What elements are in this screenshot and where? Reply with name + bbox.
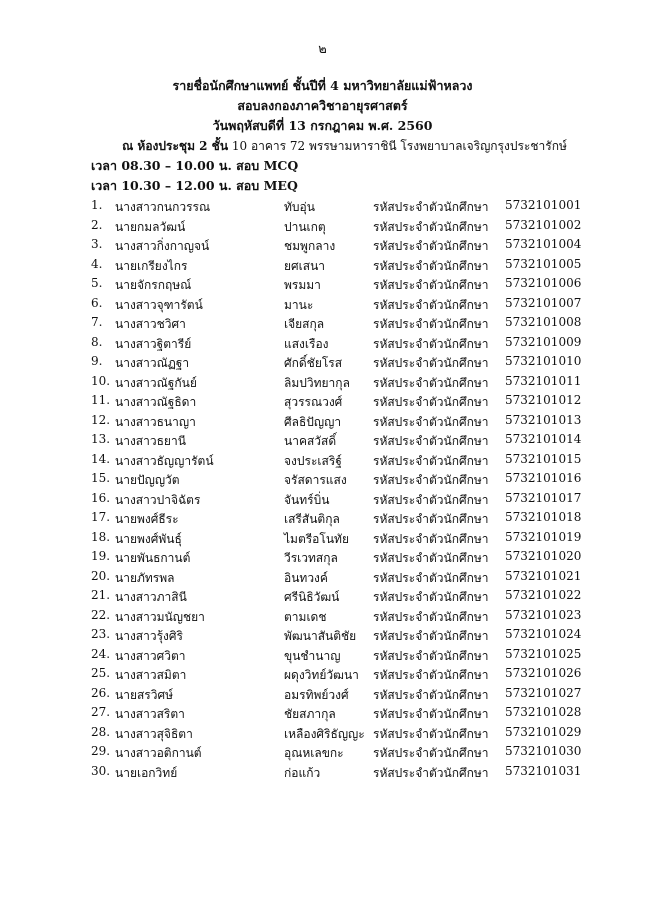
- student-first-name: นางสาวสุจิธิตา: [115, 726, 193, 741]
- student-row: [91, 235, 611, 255]
- student-id: 5732101030: [505, 744, 582, 758]
- student-id: 5732101017: [505, 490, 582, 505]
- student-number: 5.: [91, 276, 103, 290]
- student-first-name: นายสรวิศษ์: [115, 687, 174, 702]
- header-venue: [0, 136, 645, 156]
- student-first-name: นายพงศ์พันธุ์: [115, 531, 182, 546]
- exam-sessions: [91, 156, 298, 196]
- student-id: 5732101013: [505, 412, 582, 427]
- student-id: 5732101029: [505, 724, 582, 739]
- student-last-name: พัฒนาสันติชัย: [284, 629, 357, 643]
- student-number: 13.: [91, 432, 111, 446]
- student-number: 4.: [91, 256, 103, 271]
- student-id: 5732101011: [505, 373, 582, 388]
- student-row: [91, 703, 611, 723]
- header-date: วันพฤหัสบดีที่ 13 กรกฎาคม พ.ศ. 2560: [212, 118, 433, 133]
- student-first-name: นางสาวฐิตารีย์: [115, 336, 192, 351]
- student-row: [91, 567, 611, 587]
- student-id: 5732101023: [505, 607, 582, 622]
- student-row: [91, 294, 611, 314]
- student-id-label: รหัสประจำตัวนักศึกษา: [373, 746, 489, 760]
- student-first-name: นางสาวอติกานต์: [115, 746, 202, 760]
- student-number: 2.: [91, 217, 103, 232]
- student-first-name: นางสาวณัฐธิดา: [115, 395, 197, 409]
- student-number: 12.: [91, 412, 111, 427]
- student-number: 19.: [91, 549, 111, 563]
- student-row: [91, 586, 611, 606]
- student-last-name: มานะ: [284, 297, 314, 312]
- student-number: 25.: [91, 666, 111, 680]
- student-last-name: ขุนชำนาญ: [284, 648, 341, 663]
- student-row: [91, 450, 611, 470]
- student-id-label: รหัสประจำตัวนักศึกษา: [373, 629, 489, 643]
- student-first-name: นายเอกวิทย์: [115, 765, 178, 780]
- student-first-name: นายกมลวัฒน์: [115, 219, 186, 234]
- student-last-name: เหลืองศิริธัญญะ: [284, 726, 365, 741]
- student-first-name: นายเกรียงไกร: [115, 258, 188, 273]
- student-id: 5732101010: [505, 354, 582, 368]
- student-id-label: รหัสประจำตัวนักศึกษา: [373, 414, 489, 429]
- student-id-label: รหัสประจำตัวนักศึกษา: [373, 453, 489, 468]
- page-number: ๒: [318, 42, 327, 57]
- student-row: [91, 742, 611, 762]
- student-first-name: นางสาวณัฏฐา: [115, 356, 190, 370]
- student-id-label: รหัสประจำตัวนักศึกษา: [373, 765, 489, 780]
- student-last-name: ทับอุ่น: [284, 200, 315, 214]
- student-number: 3.: [91, 237, 103, 251]
- student-first-name: นางสาวกนกวรรณ: [115, 200, 211, 214]
- student-id-label: รหัสประจำตัวนักศึกษา: [373, 648, 489, 663]
- student-number: 22.: [91, 607, 111, 622]
- student-row: [91, 255, 611, 275]
- student-id: 5732101004: [505, 237, 582, 251]
- student-number: 29.: [91, 744, 111, 758]
- student-id-label: รหัสประจำตัวนักศึกษา: [373, 395, 489, 409]
- student-last-name: จันทร์บิ่น: [284, 492, 330, 507]
- student-row: [91, 274, 611, 294]
- student-row: [91, 625, 611, 645]
- student-first-name: นางสาวกิ่งกาญจน์: [115, 239, 210, 253]
- student-id-label: รหัสประจำตัวนักศึกษา: [373, 200, 489, 214]
- student-last-name: วีรเวทสกุล: [284, 551, 338, 565]
- student-id: 5732101001: [505, 198, 582, 212]
- student-number: 18.: [91, 529, 111, 544]
- student-row: [91, 372, 611, 392]
- student-number: 24.: [91, 646, 111, 661]
- student-id: 5732101015: [505, 451, 582, 466]
- student-first-name: นางสาวณัฐกันย์: [115, 375, 197, 390]
- document-header: [0, 76, 645, 156]
- student-number: 27.: [91, 705, 111, 719]
- student-id-label: รหัสประจำตัวนักศึกษา: [373, 434, 489, 448]
- student-number: 10.: [91, 373, 111, 388]
- student-row: [91, 333, 611, 353]
- student-id: 5732101014: [505, 432, 582, 446]
- student-id: 5732101007: [505, 295, 582, 310]
- student-number: 17.: [91, 510, 111, 524]
- student-id: 5732101018: [505, 510, 582, 524]
- student-id-label: รหัสประจำตัวนักศึกษา: [373, 473, 489, 487]
- student-last-name: ศรีนิธิวัฒน์: [284, 590, 340, 604]
- student-last-name: เจียสกุล: [284, 317, 325, 331]
- student-id-label: รหัสประจำตัวนักศึกษา: [373, 668, 489, 682]
- student-last-name: ศักดิ์ชัยโรส: [284, 356, 343, 370]
- student-number: 11.: [91, 393, 111, 407]
- student-last-name: ชมพูกลาง: [284, 239, 336, 253]
- student-id-label: รหัสประจำตัวนักศึกษา: [373, 707, 489, 721]
- student-first-name: นางสาวธัญญารัตน์: [115, 453, 214, 468]
- student-id: 5732101019: [505, 529, 582, 544]
- student-first-name: นายปัญญวัต: [115, 473, 180, 487]
- student-id-label: รหัสประจำตัวนักศึกษา: [373, 297, 489, 312]
- student-first-name: นางสาวรุ้งศิริ: [115, 629, 183, 643]
- student-number: 20.: [91, 568, 111, 583]
- student-row: [91, 762, 611, 782]
- student-id-label: รหัสประจำตัวนักศึกษา: [373, 258, 489, 273]
- student-last-name: ลิมปวิทยากุล: [284, 375, 350, 390]
- venue-prefix: ณ ห้องประชุม 2 ชั้น: [122, 139, 229, 153]
- student-id-label: รหัสประจำตัวนักศึกษา: [373, 219, 489, 234]
- student-number: 6.: [91, 295, 103, 310]
- student-id-label: รหัสประจำตัวนักศึกษา: [373, 278, 489, 292]
- student-id: 5732101024: [505, 627, 582, 641]
- student-id-label: รหัสประจำตัวนักศึกษา: [373, 570, 489, 585]
- student-id-label: รหัสประจำตัวนักศึกษา: [373, 609, 489, 624]
- student-last-name: ไมตรีอโนทัย: [284, 531, 349, 546]
- student-row: [91, 313, 611, 333]
- student-number: 21.: [91, 588, 111, 602]
- student-last-name: นาคสวัสดิ์: [284, 434, 337, 448]
- student-last-name: ตามเดช: [284, 609, 327, 624]
- student-id: 5732101025: [505, 646, 582, 661]
- student-id: 5732101031: [505, 763, 582, 778]
- student-first-name: นางสาวจุฑารัตน์: [115, 297, 203, 312]
- student-id-label: รหัสประจำตัวนักศึกษา: [373, 317, 489, 331]
- student-last-name: สุวรรณวงศ์: [284, 395, 343, 409]
- student-id: 5732101020: [505, 549, 582, 563]
- student-number: 1.: [91, 198, 103, 212]
- student-last-name: ยศเสนา: [284, 258, 326, 273]
- student-first-name: นางสาวมนัญชยา: [115, 609, 205, 624]
- header-title: รายชื่อนักศึกษาแพทย์ ชั้นปีที่ 4 มหาวิทยาลัยแม่ฟ้าหลวง: [172, 78, 473, 93]
- student-id-label: รหัสประจำตัวนักศึกษา: [373, 239, 489, 253]
- student-number: 30.: [91, 763, 111, 778]
- student-id-label: รหัสประจำตัวนักศึกษา: [373, 375, 489, 390]
- student-id-label: รหัสประจำตัวนักศึกษา: [373, 590, 489, 604]
- student-last-name: ศีลธิปัญญา: [284, 414, 342, 429]
- student-roster: [91, 196, 611, 781]
- student-number: 26.: [91, 685, 111, 700]
- student-first-name: นางสาวธยานี: [115, 434, 186, 448]
- student-row: [91, 528, 611, 548]
- student-row: [91, 645, 611, 665]
- student-first-name: นางสาวสริตา: [115, 707, 185, 721]
- student-first-name: นางสาวสมิตา: [115, 668, 187, 682]
- student-first-name: นายพันธกานต์: [115, 551, 191, 565]
- student-id: 5732101008: [505, 315, 582, 329]
- student-last-name: ก่อแก้ว: [284, 765, 321, 780]
- student-id: 5732101028: [505, 705, 582, 719]
- student-last-name: อินทวงค์: [284, 570, 328, 585]
- student-number: 8.: [91, 334, 103, 349]
- student-number: 16.: [91, 490, 111, 505]
- student-id-label: รหัสประจำตัวนักศึกษา: [373, 726, 489, 741]
- student-number: 23.: [91, 627, 111, 641]
- student-row: [91, 216, 611, 236]
- student-row: [91, 684, 611, 704]
- student-number: 7.: [91, 315, 103, 329]
- student-id: 5732101016: [505, 471, 582, 485]
- student-id: 5732101009: [505, 334, 582, 349]
- student-row: [91, 489, 611, 509]
- student-row: [91, 547, 611, 567]
- student-last-name: ปานเกตุ: [284, 219, 326, 234]
- student-row: [91, 411, 611, 431]
- student-id-label: รหัสประจำตัวนักศึกษา: [373, 687, 489, 702]
- student-last-name: จงประเสริฐ์: [284, 453, 342, 468]
- student-last-name: จรัสดารแสง: [284, 473, 347, 487]
- student-id: 5732101027: [505, 685, 582, 700]
- student-row: [91, 469, 611, 489]
- student-id-label: รหัสประจำตัวนักศึกษา: [373, 512, 489, 526]
- student-row: [91, 508, 611, 528]
- student-last-name: เสรีสันติกุล: [284, 512, 340, 526]
- session-meq: เวลา 10.30 – 12.00 น. สอบ MEQ: [91, 178, 298, 193]
- student-row: [91, 606, 611, 626]
- student-last-name: ผดุงวิทย์วัฒนา: [284, 668, 359, 682]
- student-id: 5732101021: [505, 568, 582, 583]
- student-id: 5732101026: [505, 666, 582, 680]
- student-row: [91, 391, 611, 411]
- student-last-name: แสงเรือง: [284, 336, 329, 351]
- student-number: 14.: [91, 451, 111, 466]
- student-row: [91, 664, 611, 684]
- student-id: 5732101006: [505, 276, 582, 290]
- student-id-label: รหัสประจำตัวนักศึกษา: [373, 531, 489, 546]
- student-row: [91, 196, 611, 216]
- student-id-label: รหัสประจำตัวนักศึกษา: [373, 356, 489, 370]
- student-last-name: อุณหเลขกะ: [284, 746, 344, 760]
- header-department: สอบลงกองภาควิชาอายุรศาสตร์: [237, 98, 408, 113]
- student-row: [91, 352, 611, 372]
- student-number: 28.: [91, 724, 111, 739]
- student-first-name: นายภัทรพล: [115, 570, 175, 585]
- student-id: 5732101005: [505, 256, 582, 271]
- student-id: 5732101002: [505, 217, 582, 232]
- student-first-name: นางสาวภาสินี: [115, 590, 187, 604]
- student-last-name: อมรทิพย์วงศ์: [284, 687, 349, 702]
- student-id-label: รหัสประจำตัวนักศึกษา: [373, 551, 489, 565]
- student-number: 15.: [91, 471, 111, 485]
- student-first-name: นางสาวชวิศา: [115, 317, 186, 331]
- venue-rest: 10 อาคาร 72 พรรษามหาราชินี โรงพยาบาลเจริญกรุงประชารักษ์: [231, 139, 567, 153]
- student-last-name: ชัยสภากุล: [284, 707, 336, 721]
- student-number: 9.: [91, 354, 103, 368]
- student-id-label: รหัสประจำตัวนักศึกษา: [373, 492, 489, 507]
- student-id-label: รหัสประจำตัวนักศึกษา: [373, 336, 489, 351]
- student-first-name: นางสาวธนาญา: [115, 414, 196, 429]
- student-first-name: นางสาวศวิตา: [115, 648, 186, 663]
- student-row: [91, 723, 611, 743]
- session-mcq: เวลา 08.30 – 10.00 น. สอบ MCQ: [91, 158, 299, 173]
- student-id: 5732101012: [505, 393, 582, 407]
- student-last-name: พรมมา: [284, 278, 321, 292]
- student-first-name: นายจักรกฤษณ์: [115, 278, 192, 292]
- student-id: 5732101022: [505, 588, 582, 602]
- student-first-name: นายพงศ์ธีระ: [115, 512, 179, 526]
- student-row: [91, 430, 611, 450]
- student-first-name: นางสาวปาจิฉัตร: [115, 492, 201, 507]
